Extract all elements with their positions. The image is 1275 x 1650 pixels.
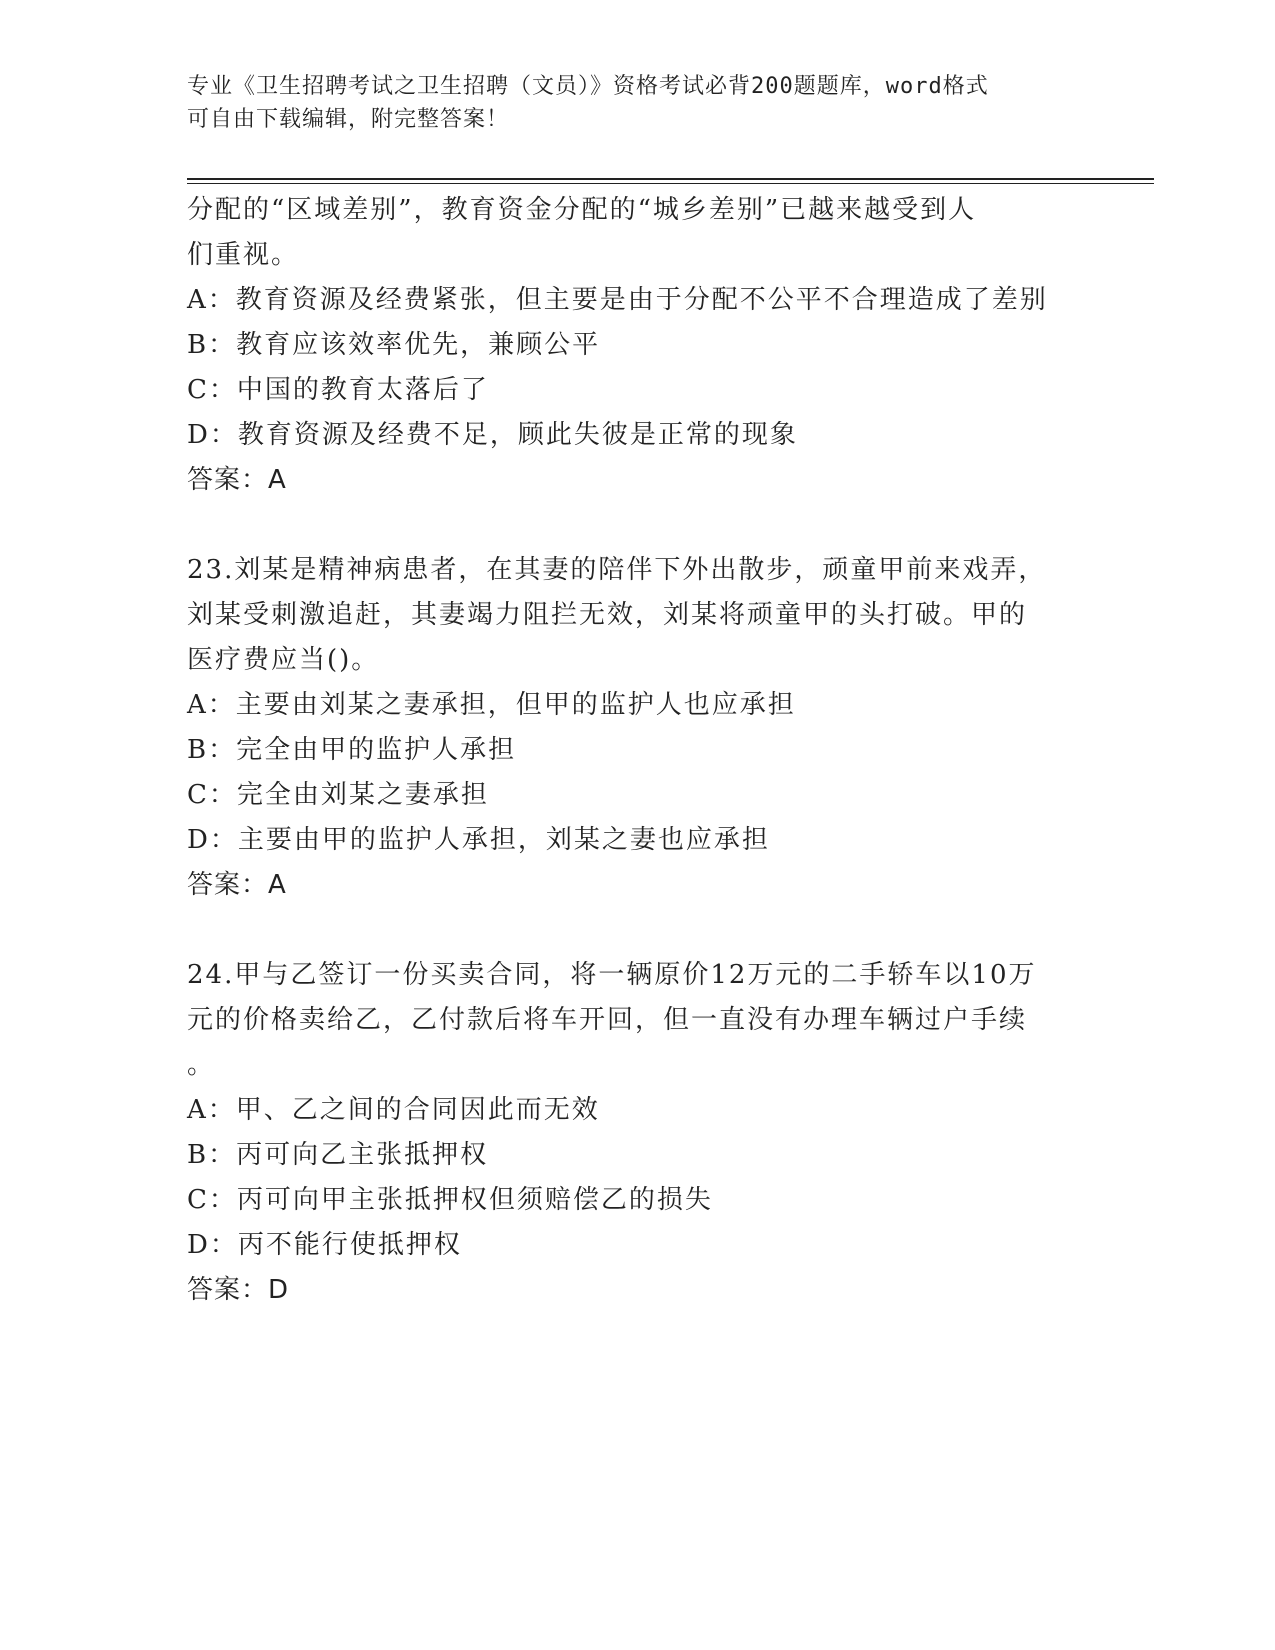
option-d: D：丙不能行使抵押权 [187, 1230, 462, 1260]
question-block-prev [187, 188, 1087, 503]
header-rule-thick [187, 178, 1154, 180]
answer-line: 答案：A [187, 870, 287, 900]
answer-line: 答案：D [187, 1275, 290, 1305]
question-stem-line: 刘某受刺激追赶，其妻竭力阻拦无效，刘某将顽童甲的头打破。甲的 [187, 600, 1028, 630]
option-a: A：教育资源及经费紧张，但主要是由于分配不公平不合理造成了差别 [187, 285, 1048, 315]
option-c: C：中国的教育太落后了 [187, 375, 489, 405]
option-a: A：主要由刘某之妻承担，但甲的监护人也应承担 [187, 690, 796, 720]
header-line-1: 专业《卫生招聘考试之卫生招聘（文员）》资格考试必背200题题库，word格式 [187, 74, 989, 99]
question-stem-line: 分配的“区域差别”，教育资金分配的“城乡差别”已越来越受到人 [187, 195, 977, 225]
option-c: C：丙可向甲主张抵押权但须赔偿乙的损失 [187, 1185, 713, 1215]
spacer [187, 908, 1087, 953]
option-b: B：完全由甲的监护人承担 [187, 735, 517, 765]
answer-line: 答案：A [187, 465, 287, 495]
header-rule-thin [187, 183, 1154, 184]
question-stem-line: 23.刘某是精神病患者，在其妻的陪伴下外出散步，顽童甲前来戏弄， [187, 555, 1047, 585]
option-b: B：丙可向乙主张抵押权 [187, 1140, 489, 1170]
question-stem-line: 。 [187, 1050, 216, 1080]
header-line-2: 可自由下载编辑，附完整答案！ [187, 107, 510, 132]
option-d: D：主要由甲的监护人承担，刘某之妻也应承担 [187, 825, 770, 855]
option-d: D：教育资源及经费不足，顾此失彼是正常的现象 [187, 420, 798, 450]
spacer [187, 503, 1087, 548]
question-block-23 [187, 548, 1087, 908]
question-stem-line: 们重视。 [187, 240, 300, 270]
question-block-24 [187, 953, 1087, 1313]
question-stem-line: 24.甲与乙签订一份买卖合同，将一辆原价12万元的二手轿车以10万 [187, 960, 1037, 990]
question-stem-line: 元的价格卖给乙，乙付款后将车开回，但一直没有办理车辆过户手续 [187, 1005, 1028, 1035]
document-body [187, 188, 1087, 1313]
question-stem-line: 医疗费应当()。 [187, 645, 380, 675]
document-header [187, 70, 1087, 136]
option-a: A：甲、乙之间的合同因此而无效 [187, 1095, 600, 1125]
option-b: B：教育应该效率优先，兼顾公平 [187, 330, 601, 360]
option-c: C：完全由刘某之妻承担 [187, 780, 489, 810]
